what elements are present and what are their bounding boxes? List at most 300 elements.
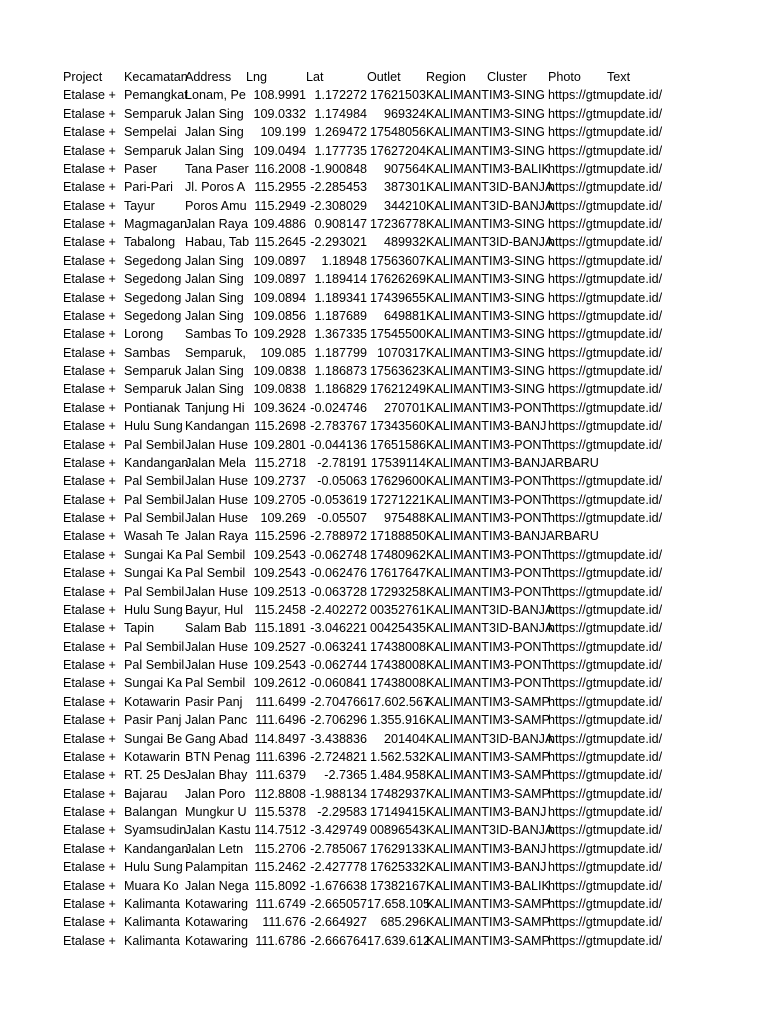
- cell-address[interactable]: Jl. Poros A: [185, 180, 246, 195]
- cell-outlet[interactable]: 17539114: [370, 455, 426, 470]
- cell-outlet[interactable]: 17.602.567: [367, 694, 431, 709]
- cell-lng[interactable]: 111.676: [262, 915, 306, 930]
- cell-kecamatan[interactable]: Pal Sembil: [124, 511, 185, 525]
- cell-kecamatan[interactable]: Pasir Panj: [124, 713, 182, 728]
- cell-lat[interactable]: -2.308029: [310, 198, 367, 213]
- cell-photo[interactable]: https://gtmupdate.id/: [548, 713, 663, 728]
- cell-kecamatan[interactable]: Segedong: [124, 272, 182, 287]
- cell-project[interactable]: Etalase +: [63, 511, 116, 525]
- cell-photo[interactable]: https://gtmupdate.id/: [548, 676, 663, 691]
- cell-photo[interactable]: https://gtmupdate.id/: [548, 106, 663, 121]
- cell-lat[interactable]: -1.676638: [310, 878, 367, 893]
- cell-outlet[interactable]: 17629600: [369, 474, 426, 489]
- cell-photo[interactable]: https://gtmupdate.id/: [548, 639, 663, 654]
- cell-photo[interactable]: https://gtmupdate.id/: [548, 694, 663, 709]
- cell-address[interactable]: Bayur, Hul: [185, 602, 244, 617]
- cell-lng[interactable]: 111.6379: [255, 768, 306, 783]
- cell-lng[interactable]: 109.4886: [253, 217, 306, 231]
- cell-lat[interactable]: 1.187689: [314, 308, 367, 323]
- cell-region[interactable]: KALIMANTIM3-BANJ: [426, 841, 547, 856]
- cell-photo[interactable]: https://gtmupdate.id/: [548, 272, 663, 287]
- cell-project[interactable]: Etalase +: [63, 915, 116, 930]
- cell-address[interactable]: Jalan Huse: [185, 658, 249, 672]
- cell-address[interactable]: Jalan Huse: [185, 474, 249, 489]
- cell-address[interactable]: Pasir Panj: [185, 694, 243, 709]
- cell-region[interactable]: KALIMANTIM3-PONT: [426, 400, 550, 415]
- cell-photo[interactable]: https://gtmupdate.id/: [548, 933, 663, 948]
- cell-lng[interactable]: 111.6396: [255, 749, 306, 764]
- cell-region[interactable]: KALIMANTIM3-BANJ: [426, 805, 547, 819]
- cell-region[interactable]: KALIMANTIM3-BALIK: [426, 161, 550, 176]
- cell-address[interactable]: Pal Sembil: [185, 676, 246, 691]
- cell-lat[interactable]: -2.706296: [310, 713, 367, 728]
- cell-lat[interactable]: -2.285453: [310, 180, 367, 195]
- cell-address[interactable]: Jalan Poro: [185, 786, 246, 801]
- cell-outlet[interactable]: 17293258: [369, 584, 426, 599]
- cell-lng[interactable]: 109.0332: [253, 106, 306, 121]
- cell-photo[interactable]: https://gtmupdate.id/: [548, 547, 663, 562]
- cell-kecamatan[interactable]: Segedong: [124, 253, 182, 268]
- cell-kecamatan[interactable]: Paser: [124, 161, 157, 176]
- cell-kecamatan[interactable]: Pal Sembil: [124, 437, 185, 452]
- cell-photo[interactable]: https://gtmupdate.id/: [548, 125, 663, 140]
- cell-kecamatan[interactable]: Kotawarin: [124, 749, 181, 764]
- cell-lng[interactable]: 109.0897: [253, 253, 306, 268]
- cell-project[interactable]: Etalase +: [63, 731, 116, 746]
- cell-lng[interactable]: 109.2513: [253, 584, 306, 599]
- cell-photo[interactable]: https://gtmupdate.id/: [548, 786, 663, 801]
- cell-photo[interactable]: https://gtmupdate.id/: [548, 235, 663, 250]
- cell-lng[interactable]: 111.6496: [255, 713, 306, 728]
- cell-outlet[interactable]: 17625332: [369, 860, 426, 875]
- cell-photo[interactable]: https://gtmupdate.id/: [548, 860, 663, 875]
- cell-lat[interactable]: 1.269472: [314, 125, 367, 140]
- header-lat[interactable]: Lat: [306, 70, 324, 84]
- cell-project[interactable]: Etalase +: [63, 713, 116, 728]
- cell-kecamatan[interactable]: Kotawarin: [124, 694, 181, 709]
- cell-lng[interactable]: 112.8808: [254, 786, 306, 801]
- cell-project[interactable]: Etalase +: [63, 474, 116, 489]
- cell-kecamatan[interactable]: Kandangan: [124, 455, 189, 470]
- cell-project[interactable]: Etalase +: [63, 823, 116, 838]
- cell-photo[interactable]: https://gtmupdate.id/: [548, 602, 663, 617]
- cell-region[interactable]: KALIMANTIM3-SING: [426, 308, 545, 323]
- header-cluster[interactable]: Cluster: [487, 70, 527, 84]
- cell-region[interactable]: KALIMANTIM3-SING: [426, 217, 545, 231]
- cell-outlet[interactable]: 17438008: [369, 658, 426, 672]
- cell-project[interactable]: Etalase +: [63, 217, 116, 231]
- cell-kecamatan[interactable]: Pal Sembil: [124, 474, 185, 489]
- cell-region[interactable]: KALIMANTIM3-BANJ: [426, 419, 547, 434]
- cell-outlet[interactable]: 1.355.916: [369, 713, 426, 728]
- cell-lng[interactable]: 109.269: [260, 511, 306, 525]
- cell-address[interactable]: Lonam, Pe: [185, 88, 246, 103]
- cell-photo[interactable]: https://gtmupdate.id/: [548, 492, 663, 507]
- cell-photo[interactable]: https://gtmupdate.id/: [548, 253, 663, 268]
- cell-lat[interactable]: -0.05063: [317, 474, 367, 489]
- cell-photo[interactable]: https://gtmupdate.id/: [548, 896, 663, 911]
- cell-project[interactable]: Etalase +: [63, 345, 116, 360]
- cell-lng[interactable]: 109.2527: [253, 639, 306, 654]
- cell-address[interactable]: Jalan Sing: [185, 382, 244, 397]
- cell-lng[interactable]: 109.2737: [253, 474, 306, 489]
- cell-address[interactable]: Jalan Sing: [185, 143, 244, 158]
- cell-project[interactable]: Etalase +: [63, 933, 116, 948]
- cell-photo[interactable]: https://gtmupdate.id/: [548, 180, 663, 195]
- cell-region[interactable]: KALIMANTIM3-SING: [426, 143, 545, 158]
- cell-lng[interactable]: 111.6499: [255, 694, 306, 709]
- cell-photo[interactable]: https://gtmupdate.id/: [548, 345, 663, 360]
- cell-project[interactable]: Etalase +: [63, 676, 116, 691]
- cell-kecamatan[interactable]: Sungai Ka: [124, 676, 183, 691]
- cell-project[interactable]: Etalase +: [63, 198, 116, 213]
- cell-project[interactable]: Etalase +: [63, 253, 116, 268]
- cell-outlet[interactable]: 1070317: [376, 345, 426, 360]
- cell-photo[interactable]: https://gtmupdate.id/: [548, 198, 663, 213]
- cell-outlet[interactable]: 201404: [383, 731, 426, 746]
- cell-photo[interactable]: https://gtmupdate.id/: [548, 290, 663, 305]
- cell-address[interactable]: Jalan Bhay: [185, 768, 248, 783]
- cell-outlet[interactable]: 17621503: [369, 88, 426, 103]
- cell-kecamatan[interactable]: Kalimanta: [124, 896, 181, 911]
- cell-kecamatan[interactable]: Pari-Pari: [124, 180, 173, 195]
- cell-project[interactable]: Etalase +: [63, 639, 116, 654]
- cell-lat[interactable]: -2.724821: [310, 749, 367, 764]
- cell-kecamatan[interactable]: Syamsudin: [124, 823, 187, 838]
- cell-kecamatan[interactable]: Tabalong: [124, 235, 176, 250]
- cell-lng[interactable]: 109.2543: [253, 547, 306, 562]
- cell-lat[interactable]: -0.062744: [310, 658, 367, 672]
- cell-lat[interactable]: -2.704766: [310, 694, 367, 709]
- cell-lng[interactable]: 109.0838: [253, 364, 306, 378]
- header-address[interactable]: Address: [185, 70, 232, 84]
- cell-address[interactable]: Poros Amu: [185, 198, 247, 213]
- cell-outlet[interactable]: 387301: [383, 180, 426, 195]
- cell-lng[interactable]: 109.3624: [253, 400, 306, 415]
- cell-address[interactable]: Habau, Tab: [185, 235, 250, 250]
- cell-outlet[interactable]: 685.296: [380, 915, 426, 930]
- cell-lat[interactable]: 1.18948: [321, 253, 367, 268]
- cell-lng[interactable]: 115.1891: [254, 621, 306, 636]
- cell-lat[interactable]: 1.177735: [314, 143, 367, 158]
- cell-kecamatan[interactable]: Semparuk: [124, 143, 182, 158]
- cell-lat[interactable]: -0.062748: [310, 547, 367, 562]
- cell-lat[interactable]: -2.78191: [317, 455, 367, 470]
- cell-kecamatan[interactable]: Bajarau: [124, 786, 168, 801]
- cell-region[interactable]: KALIMANTIM3-SING: [426, 272, 545, 287]
- cell-photo[interactable]: https://gtmupdate.id/: [548, 382, 663, 397]
- cell-kecamatan[interactable]: Lorong: [124, 327, 164, 342]
- cell-address[interactable]: Jalan Huse: [185, 639, 249, 654]
- cell-project[interactable]: Etalase +: [63, 455, 116, 470]
- cell-region[interactable]: KALIMANTIM3-SING: [426, 253, 545, 268]
- cell-lng[interactable]: 109.0494: [253, 143, 306, 158]
- cell-kecamatan[interactable]: Semparuk: [124, 364, 182, 378]
- cell-region[interactable]: KALIMANTIM3-PONT: [426, 566, 550, 581]
- cell-photo[interactable]: https://gtmupdate.id/: [548, 731, 663, 746]
- cell-address[interactable]: Jalan Nega: [185, 878, 249, 893]
- cell-outlet[interactable]: 1.562.532: [369, 749, 426, 764]
- cell-region[interactable]: KALIMANTIM3-SAMP: [426, 896, 550, 911]
- cell-project[interactable]: Etalase +: [63, 878, 116, 893]
- cell-region[interactable]: KALIMANTIM3-PONT: [426, 492, 550, 507]
- cell-project[interactable]: Etalase +: [63, 125, 116, 140]
- cell-lat[interactable]: -2.785067: [310, 841, 367, 856]
- cell-kecamatan[interactable]: Sungai Ka: [124, 547, 183, 562]
- cell-address[interactable]: Jalan Raya: [185, 217, 249, 231]
- cell-lng[interactable]: 109.0856: [253, 308, 306, 323]
- cell-lat[interactable]: -2.665057: [310, 896, 367, 911]
- cell-region[interactable]: KALIMANTIM3-PONT: [426, 584, 550, 599]
- cell-outlet[interactable]: 17271221: [369, 492, 426, 507]
- cell-address[interactable]: Jalan Sing: [185, 364, 244, 378]
- cell-lng[interactable]: 109.0894: [253, 290, 306, 305]
- cell-region[interactable]: KALIMANTIM3-PONT: [426, 547, 550, 562]
- cell-lng[interactable]: 115.2596: [254, 529, 306, 544]
- cell-region[interactable]: KALIMANTIM3-SING: [426, 327, 545, 342]
- cell-photo[interactable]: https://gtmupdate.id/: [548, 308, 663, 323]
- cell-address[interactable]: Jalan Huse: [185, 511, 249, 525]
- cell-kecamatan[interactable]: Hulu Sung: [124, 602, 183, 617]
- cell-outlet[interactable]: 17.639.612: [367, 933, 431, 948]
- cell-kecamatan[interactable]: Pemangkat: [124, 88, 188, 103]
- cell-kecamatan[interactable]: Kalimanta: [124, 933, 181, 948]
- cell-region[interactable]: KALIMANT3ID-BANJA: [426, 731, 554, 746]
- cell-region[interactable]: KALIMANT3ID-BANJA: [426, 621, 554, 636]
- cell-lng[interactable]: 115.2462: [254, 860, 306, 875]
- cell-outlet[interactable]: 17617647: [369, 566, 426, 581]
- cell-lng[interactable]: 108.9991: [253, 88, 306, 103]
- cell-address[interactable]: Jalan Sing: [185, 290, 244, 305]
- cell-project[interactable]: Etalase +: [63, 88, 116, 103]
- cell-region[interactable]: KALIMANTIM3-SING: [426, 125, 545, 140]
- cell-project[interactable]: Etalase +: [63, 400, 116, 415]
- cell-outlet[interactable]: 17149415: [369, 805, 426, 819]
- cell-project[interactable]: Etalase +: [63, 364, 116, 378]
- cell-address[interactable]: Salam Bab: [185, 621, 247, 636]
- cell-outlet[interactable]: 17188850: [369, 529, 426, 544]
- cell-project[interactable]: Etalase +: [63, 529, 116, 544]
- cell-region[interactable]: KALIMANTIM3-SING: [426, 88, 545, 103]
- cell-kecamatan[interactable]: Pontianak: [124, 400, 181, 415]
- cell-lng[interactable]: 114.8497: [254, 731, 306, 746]
- cell-lat[interactable]: -2.427778: [310, 860, 367, 875]
- cell-lng[interactable]: 109.2543: [253, 658, 306, 672]
- cell-kecamatan[interactable]: Magmagan: [124, 217, 188, 231]
- cell-region[interactable]: KALIMANTIM3-PONT: [426, 658, 550, 672]
- cell-lng[interactable]: 109.0897: [253, 272, 306, 287]
- cell-region[interactable]: KALIMANT3ID-BANJA: [426, 198, 554, 213]
- cell-project[interactable]: Etalase +: [63, 860, 116, 875]
- cell-outlet[interactable]: 17480962: [369, 547, 426, 562]
- cell-outlet[interactable]: 17438008: [369, 676, 426, 691]
- cell-lng[interactable]: 114.7512: [254, 823, 306, 838]
- cell-lat[interactable]: 1.187799: [314, 345, 367, 360]
- cell-region[interactable]: KALIMANTIM3-SING: [426, 290, 545, 305]
- cell-address[interactable]: Gang Abad: [185, 731, 249, 746]
- cell-region[interactable]: KALIMANTIM3-PONT: [426, 437, 550, 452]
- cell-outlet[interactable]: 17626269: [369, 272, 426, 287]
- cell-address[interactable]: Jalan Sing: [185, 253, 244, 268]
- cell-outlet[interactable]: 969324: [383, 106, 426, 121]
- cell-photo[interactable]: https://gtmupdate.id/: [548, 584, 663, 599]
- cell-project[interactable]: Etalase +: [63, 272, 116, 287]
- cell-outlet[interactable]: 17563607: [369, 253, 426, 268]
- cell-lat[interactable]: -2.29583: [317, 805, 367, 819]
- cell-lng[interactable]: 109.0838: [253, 382, 306, 397]
- cell-photo[interactable]: https://gtmupdate.id/: [548, 621, 663, 636]
- cell-photo[interactable]: https://gtmupdate.id/: [548, 749, 663, 764]
- cell-lat[interactable]: -0.053619: [310, 492, 367, 507]
- cell-lng[interactable]: 116.2008: [254, 161, 306, 176]
- cell-lat[interactable]: -0.062476: [310, 566, 367, 581]
- cell-photo[interactable]: https://gtmupdate.id/: [548, 437, 663, 452]
- cell-lng[interactable]: 115.2645: [254, 235, 306, 250]
- cell-outlet[interactable]: 649881: [383, 308, 426, 323]
- cell-kecamatan[interactable]: Sempelai: [124, 125, 177, 140]
- cell-lat[interactable]: 1.189414: [314, 272, 367, 287]
- cell-kecamatan[interactable]: Pal Sembil: [124, 584, 185, 599]
- cell-address[interactable]: Jalan Sing: [185, 106, 244, 121]
- cell-lat[interactable]: 1.189341: [314, 290, 367, 305]
- cell-lat[interactable]: -2.666764: [310, 933, 367, 948]
- cell-project[interactable]: Etalase +: [63, 492, 116, 507]
- cell-region[interactable]: KALIMANTIM3-PONT: [426, 639, 550, 654]
- cell-outlet[interactable]: 17548056: [369, 125, 426, 140]
- cell-region[interactable]: KALIMANTIM3-PONT: [426, 511, 550, 525]
- cell-kecamatan[interactable]: Segedong: [124, 308, 182, 323]
- cell-kecamatan[interactable]: Muara Ko: [124, 878, 179, 893]
- cell-kecamatan[interactable]: Sungai Be: [124, 731, 183, 746]
- cell-lng[interactable]: 115.2698: [254, 419, 306, 434]
- cell-lng[interactable]: 109.2543: [253, 566, 306, 581]
- cell-kecamatan[interactable]: Semparuk: [124, 106, 182, 121]
- cell-lat[interactable]: -1.988134: [310, 786, 367, 801]
- cell-region[interactable]: KALIMANTIM3-SAMP: [426, 768, 550, 783]
- header-text[interactable]: Text: [607, 70, 631, 84]
- cell-outlet[interactable]: 17.658.105: [367, 896, 431, 911]
- cell-photo[interactable]: https://gtmupdate.id/: [548, 915, 663, 930]
- cell-lat[interactable]: 1.186829: [314, 382, 367, 397]
- cell-outlet[interactable]: 17651586: [369, 437, 426, 452]
- cell-lat[interactable]: -2.293021: [310, 235, 367, 250]
- cell-address[interactable]: Tana Paser: [185, 161, 249, 176]
- header-project[interactable]: Project: [63, 70, 103, 84]
- cell-project[interactable]: Etalase +: [63, 382, 116, 397]
- cell-outlet[interactable]: 17236778: [369, 217, 426, 231]
- cell-address[interactable]: Jalan Panc: [185, 713, 248, 728]
- cell-region[interactable]: KALIMANTIM3-BANJ: [426, 860, 547, 875]
- cell-outlet[interactable]: 17629133: [369, 841, 426, 856]
- cell-kecamatan[interactable]: Semparuk: [124, 382, 182, 397]
- cell-photo[interactable]: https://gtmupdate.id/: [548, 841, 663, 856]
- cell-kecamatan[interactable]: Tayur: [124, 198, 155, 213]
- cell-lat[interactable]: -3.438836: [310, 731, 367, 746]
- cell-lng[interactable]: 109.085: [260, 345, 306, 360]
- cell-region[interactable]: KALIMANTIM3-SING: [426, 364, 545, 378]
- cell-region[interactable]: KALIMANT3ID-BANJA: [426, 180, 554, 195]
- cell-region[interactable]: KALIMANTIM3-SAMP: [426, 713, 550, 728]
- cell-outlet[interactable]: 17621249: [369, 382, 426, 397]
- cell-kecamatan[interactable]: Sambas: [124, 345, 171, 360]
- cell-outlet[interactable]: 17563623: [369, 364, 426, 378]
- cell-lng[interactable]: 109.2612: [253, 676, 306, 691]
- header-region[interactable]: Region: [426, 70, 466, 84]
- cell-photo[interactable]: https://gtmupdate.id/: [548, 217, 663, 231]
- cell-outlet[interactable]: 00425435: [369, 621, 426, 636]
- cell-photo[interactable]: https://gtmupdate.id/: [548, 511, 663, 525]
- header-photo[interactable]: Photo: [548, 70, 581, 84]
- cell-project[interactable]: Etalase +: [63, 308, 116, 323]
- cell-photo[interactable]: https://gtmupdate.id/: [548, 805, 663, 819]
- cell-address[interactable]: Jalan Huse: [185, 437, 249, 452]
- cell-address[interactable]: Jalan Sing: [185, 272, 244, 287]
- cell-address[interactable]: Kotawaring: [185, 933, 249, 948]
- cell-address[interactable]: Palampitan: [185, 860, 249, 875]
- cell-address[interactable]: Pal Sembil: [185, 547, 246, 562]
- cell-outlet[interactable]: 17439655: [369, 290, 426, 305]
- cell-lat[interactable]: -3.046221: [310, 621, 367, 636]
- cell-region[interactable]: KALIMANTIM3-SAMP: [426, 749, 550, 764]
- cell-lat[interactable]: -0.044136: [310, 437, 367, 452]
- cell-address[interactable]: Jalan Letn: [185, 841, 244, 856]
- cell-lng[interactable]: 109.199: [260, 125, 306, 140]
- cell-kecamatan[interactable]: Balangan: [124, 805, 178, 819]
- cell-photo[interactable]: https://gtmupdate.id/: [548, 161, 663, 176]
- cell-lat[interactable]: 1.172272: [314, 88, 367, 103]
- cell-outlet[interactable]: 17382167: [369, 878, 426, 893]
- cell-project[interactable]: Etalase +: [63, 896, 116, 911]
- cell-outlet[interactable]: 1.484.958: [369, 768, 426, 783]
- cell-project[interactable]: Etalase +: [63, 841, 116, 856]
- cell-lat[interactable]: -0.05507: [317, 511, 367, 525]
- cell-lng[interactable]: 115.2718: [254, 455, 306, 470]
- cell-address[interactable]: Jalan Huse: [185, 492, 249, 507]
- cell-lat[interactable]: -2.402272: [310, 602, 367, 617]
- cell-project[interactable]: Etalase +: [63, 749, 116, 764]
- cell-outlet[interactable]: 00352761: [369, 602, 426, 617]
- cell-project[interactable]: Etalase +: [63, 658, 116, 672]
- cell-project[interactable]: Etalase +: [63, 621, 116, 636]
- cell-photo[interactable]: https://gtmupdate.id/: [548, 878, 663, 893]
- cell-address[interactable]: Pal Sembil: [185, 566, 246, 581]
- cell-kecamatan[interactable]: Segedong: [124, 290, 182, 305]
- cell-region[interactable]: KALIMANTIM3-BANJARBARU: [426, 529, 599, 544]
- cell-kecamatan[interactable]: Tapin: [124, 621, 155, 636]
- cell-lng[interactable]: 115.8092: [254, 878, 306, 893]
- cell-region[interactable]: KALIMANTIM3-SAMP: [426, 694, 550, 709]
- cell-photo[interactable]: https://gtmupdate.id/: [548, 566, 663, 581]
- cell-region[interactable]: KALIMANTIM3-SAMP: [426, 933, 550, 948]
- cell-region[interactable]: KALIMANTIM3-SAMP: [426, 915, 550, 930]
- cell-lng[interactable]: 115.2955: [254, 180, 306, 195]
- cell-kecamatan[interactable]: Wasah Te: [124, 529, 180, 544]
- cell-project[interactable]: Etalase +: [63, 419, 116, 434]
- cell-outlet[interactable]: 17627204: [369, 143, 426, 158]
- cell-address[interactable]: Mungkur U: [185, 805, 247, 819]
- cell-photo[interactable]: https://gtmupdate.id/: [548, 419, 663, 434]
- cell-address[interactable]: Jalan Raya: [185, 529, 249, 544]
- cell-project[interactable]: Etalase +: [63, 290, 116, 305]
- cell-region[interactable]: KALIMANT3ID-BANJA: [426, 235, 554, 250]
- cell-region[interactable]: KALIMANTIM3-SING: [426, 345, 545, 360]
- cell-lat[interactable]: 0.908147: [314, 217, 367, 231]
- cell-lat[interactable]: -0.063241: [310, 639, 367, 654]
- cell-project[interactable]: Etalase +: [63, 584, 116, 599]
- cell-project[interactable]: Etalase +: [63, 106, 116, 121]
- cell-outlet[interactable]: 17545500: [369, 327, 426, 342]
- cell-project[interactable]: Etalase +: [63, 161, 116, 176]
